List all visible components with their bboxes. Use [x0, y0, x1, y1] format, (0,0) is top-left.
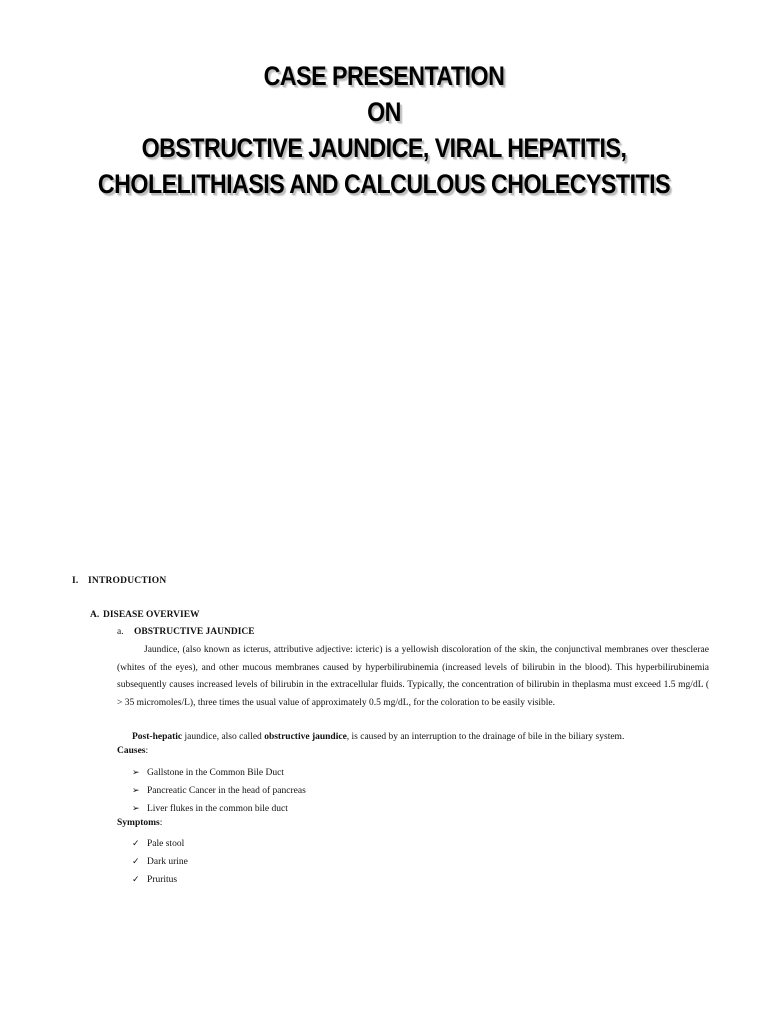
paragraph-2-mid: jaundice, also called: [182, 732, 265, 742]
title-line-2: ON: [367, 97, 401, 127]
list-item: ✓ Pruritus: [132, 871, 188, 889]
section-heading-introduction: [72, 576, 166, 586]
list-item: ✓ Pale stool: [132, 835, 188, 853]
checkmark-bullet-icon: ✓: [132, 857, 140, 867]
causes-label: Causes:: [117, 746, 149, 756]
arrowhead-bullet-icon: ➢: [132, 786, 140, 796]
arrowhead-bullet-icon: ➢: [132, 768, 140, 778]
section-title: INTRODUCTION: [88, 576, 167, 586]
paragraph-jaundice-definition: [117, 642, 709, 712]
paragraph-2-end: , is caused by an interruption to the drainage of bile in the biliary system.: [346, 732, 625, 742]
item-number: a.: [117, 627, 124, 637]
obstructive-jaundice-term: obstructive jaundice: [264, 732, 347, 742]
subsection-title: DISEASE OVERVIEW: [103, 610, 200, 620]
symptoms-list: [132, 835, 188, 889]
list-item: ✓ Dark urine: [132, 853, 188, 871]
subsection-number: A.: [90, 610, 100, 620]
subsection-heading-disease-overview: [90, 610, 200, 620]
list-item: ➢ Liver flukes in the common bile duct: [132, 800, 306, 818]
symptoms-label: Symptoms:: [117, 818, 163, 828]
list-item: ➢ Gallstone in the Common Bile Duct: [132, 764, 306, 782]
checkmark-bullet-icon: ✓: [132, 839, 140, 849]
paragraph-post-hepatic: [117, 729, 709, 747]
paragraph-1-text: Jaundice, (also known as icterus, attributive adjective: icteric) is a yellowish discoloration of the skin, the conjunctival membranes over thesclerae (whites of the eyes), and other mucous membranes caused by hyperbilirubinemia (increased levels of bilirubin in the blood). This hyperbilirubinemia subsequently causes increased levels of bilirubin in the extracellular fluids. Typically, the concentration of bilirubin in theplasma must exceed 1.5 mg/dL ( > 35 micromoles/L), three times the usual value of approximately 0.5 mg/dL, for the coloration to be easily visible.: [117, 645, 709, 708]
item-title: OBSTRUCTIVE JAUNDICE: [134, 627, 255, 637]
title-line-4: CHOLELITHIASIS AND CALCULOUS CHOLECYSTITIS: [97, 169, 671, 199]
title-line-3: OBSTRUCTIVE JAUNDICE, VIRAL HEPATITIS,: [141, 133, 627, 163]
post-hepatic-term: Post-hepatic: [132, 732, 183, 742]
arrowhead-bullet-icon: ➢: [132, 804, 140, 814]
causes-list: [132, 764, 306, 818]
item-heading-obstructive-jaundice: [117, 627, 255, 637]
checkmark-bullet-icon: ✓: [132, 875, 140, 885]
document-title: [0, 58, 768, 202]
section-number: I.: [72, 576, 79, 586]
list-item: ➢ Pancreatic Cancer in the head of pancreas: [132, 782, 306, 800]
title-line-1: CASE PRESENTATION: [263, 61, 505, 91]
